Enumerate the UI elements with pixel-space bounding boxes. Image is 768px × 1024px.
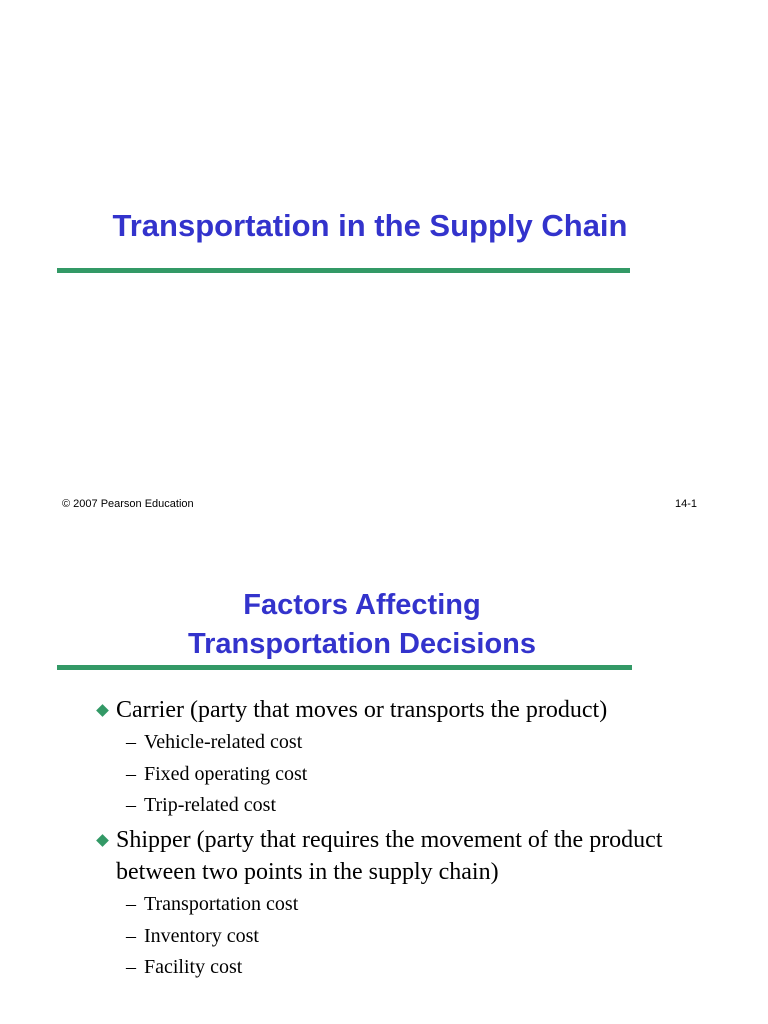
sub-item: [126, 923, 259, 949]
slide-factors: [0, 540, 768, 1024]
bullet-text: Carrier (party that moves or transports the product): [116, 697, 608, 723]
bullet-text: Shipper (party that requires the movement of the product between two points in the supply chain): [116, 827, 663, 885]
bullet-carrier: [95, 694, 675, 726]
diamond-bullet-icon: [95, 694, 109, 726]
sub-item-text: Trip-related cost: [144, 794, 277, 816]
slide-title: [0, 586, 724, 664]
slide-title: Transportation in the Supply Chain: [112, 208, 628, 243]
dash-marker: –: [126, 956, 136, 978]
sub-item: [126, 761, 307, 787]
dash-marker: –: [126, 763, 136, 785]
sub-item-text: Vehicle-related cost: [144, 731, 303, 753]
diamond-bullet-icon: [95, 824, 109, 856]
dash-marker: –: [126, 893, 136, 915]
copyright-footer: © 2007 Pearson Education: [62, 498, 194, 510]
sub-item: [126, 729, 302, 755]
sub-item-text: Facility cost: [144, 956, 243, 978]
title-underline: [57, 665, 632, 670]
sub-item-text: Fixed operating cost: [144, 763, 308, 785]
title-line: Transportation Decisions: [187, 628, 537, 660]
title-underline: [57, 268, 630, 273]
sub-item: [126, 954, 242, 980]
sub-item-text: Transportation cost: [144, 893, 299, 915]
dash-marker: –: [126, 794, 136, 816]
bullet-shipper: [95, 824, 675, 888]
slide-number: 14-1: [674, 498, 697, 510]
sub-item: [126, 891, 298, 917]
dash-marker: –: [126, 925, 136, 947]
sub-item-text: Inventory cost: [144, 925, 259, 947]
dash-marker: –: [126, 731, 136, 753]
title-line: Factors Affecting: [243, 589, 481, 621]
sub-item: [126, 792, 276, 818]
